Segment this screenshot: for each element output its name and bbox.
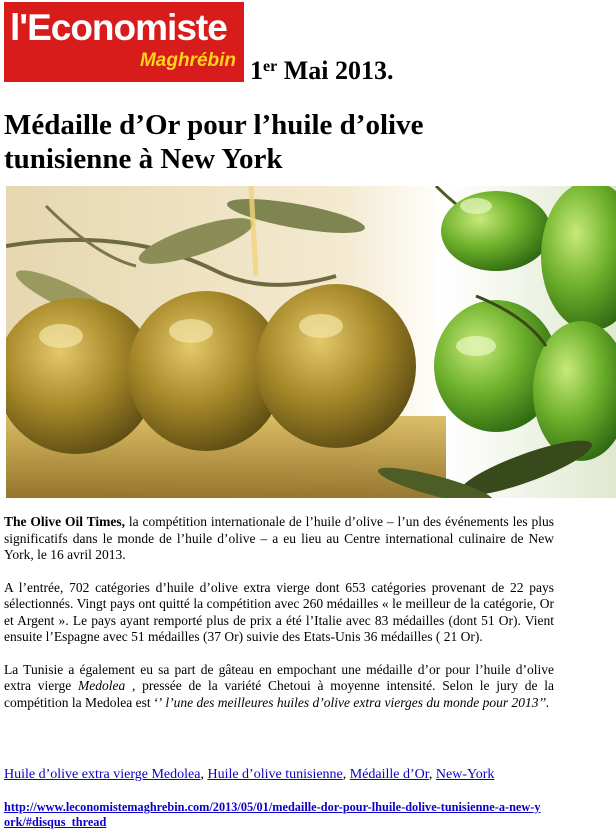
tag-separator: , (342, 767, 350, 782)
tag-separator: , (200, 767, 208, 782)
publication-date (250, 56, 393, 86)
source-name: The Olive Oil Times, (4, 514, 126, 529)
paragraph-3-text-a: La Tunisie a également eu sa part de gâteau en empochant une médaille d’or pour l’huile d’olive extra vierge (4, 661, 554, 693)
logo-subtitle: Maghrébin (139, 50, 236, 71)
tag-link-medaille-or[interactable]: Médaille d’Or (349, 767, 429, 782)
jury-quote: l’une des meilleures huiles d’olive extra vierges du monde pour 2013’’. (165, 694, 550, 710)
olive-illustration (6, 186, 616, 498)
headline-line-2: tunisienne à New York (4, 143, 283, 175)
headline-line-1: Médaille d’Or pour l’huile d’olive (4, 109, 424, 141)
tag-link-medolea[interactable]: Huile d’olive extra vierge Medolea (4, 767, 201, 782)
product-name: Medolea (77, 678, 126, 693)
source-url-link[interactable]: http://www.leconomistemaghrebin.com/2013/05/01/medaille-dor-pour-lhuile-dolive-tunisienne-a-new-york/#disqus_thread (4, 800, 541, 829)
article-body (4, 514, 554, 727)
paragraph-1-text: la compétition internationale de l’huile d’olive – l’un des événements les plus significatifs dans le monde de l’huile d’olive – a eu lieu au Centre international culinaire de New York, le 16 avril 2013. (4, 514, 554, 562)
olive-oil-photo (6, 186, 616, 498)
newspaper-logo[interactable] (4, 2, 244, 82)
article-paragraph-3 (4, 662, 554, 712)
logo-title: l'Economiste (10, 7, 227, 48)
tag-link-huile-tunisienne[interactable]: Huile d’olive tunisienne (207, 767, 343, 782)
tag-link-new-york[interactable]: New-York (435, 767, 495, 782)
article-paragraph-1 (4, 514, 554, 564)
article-headline (4, 108, 604, 176)
paragraph-3-text-b: , pressée de la variété Chetoui à moyenne intensité. Selon le jury de la compétition la Medolea est ‘’ (4, 678, 554, 710)
date-day: 1 (250, 56, 263, 85)
tag-list (4, 766, 604, 783)
date-rest: Mai 2013. (277, 56, 394, 85)
date-suffix: er (263, 58, 278, 75)
tag-separator: , (428, 767, 436, 782)
source-link-block (4, 800, 544, 830)
article-paragraph-2: A l’entrée, 702 catégories d’huile d’olive extra vierge dont 653 catégories provenant de 22 pays sélectionnés. Vingt pays ont quitté la compétition avec 260 médailles « le meilleur de la catégorie, Or et Argent ». Le pays ayant remporté plus de prix a été l’Italie avec 83 médailles (dont 51 Or). Vient ensuite l’Espagne avec 51 médailles (37 Or) suivie des Etats-Unis 36 médailles ( 21 Or). (4, 579, 554, 644)
